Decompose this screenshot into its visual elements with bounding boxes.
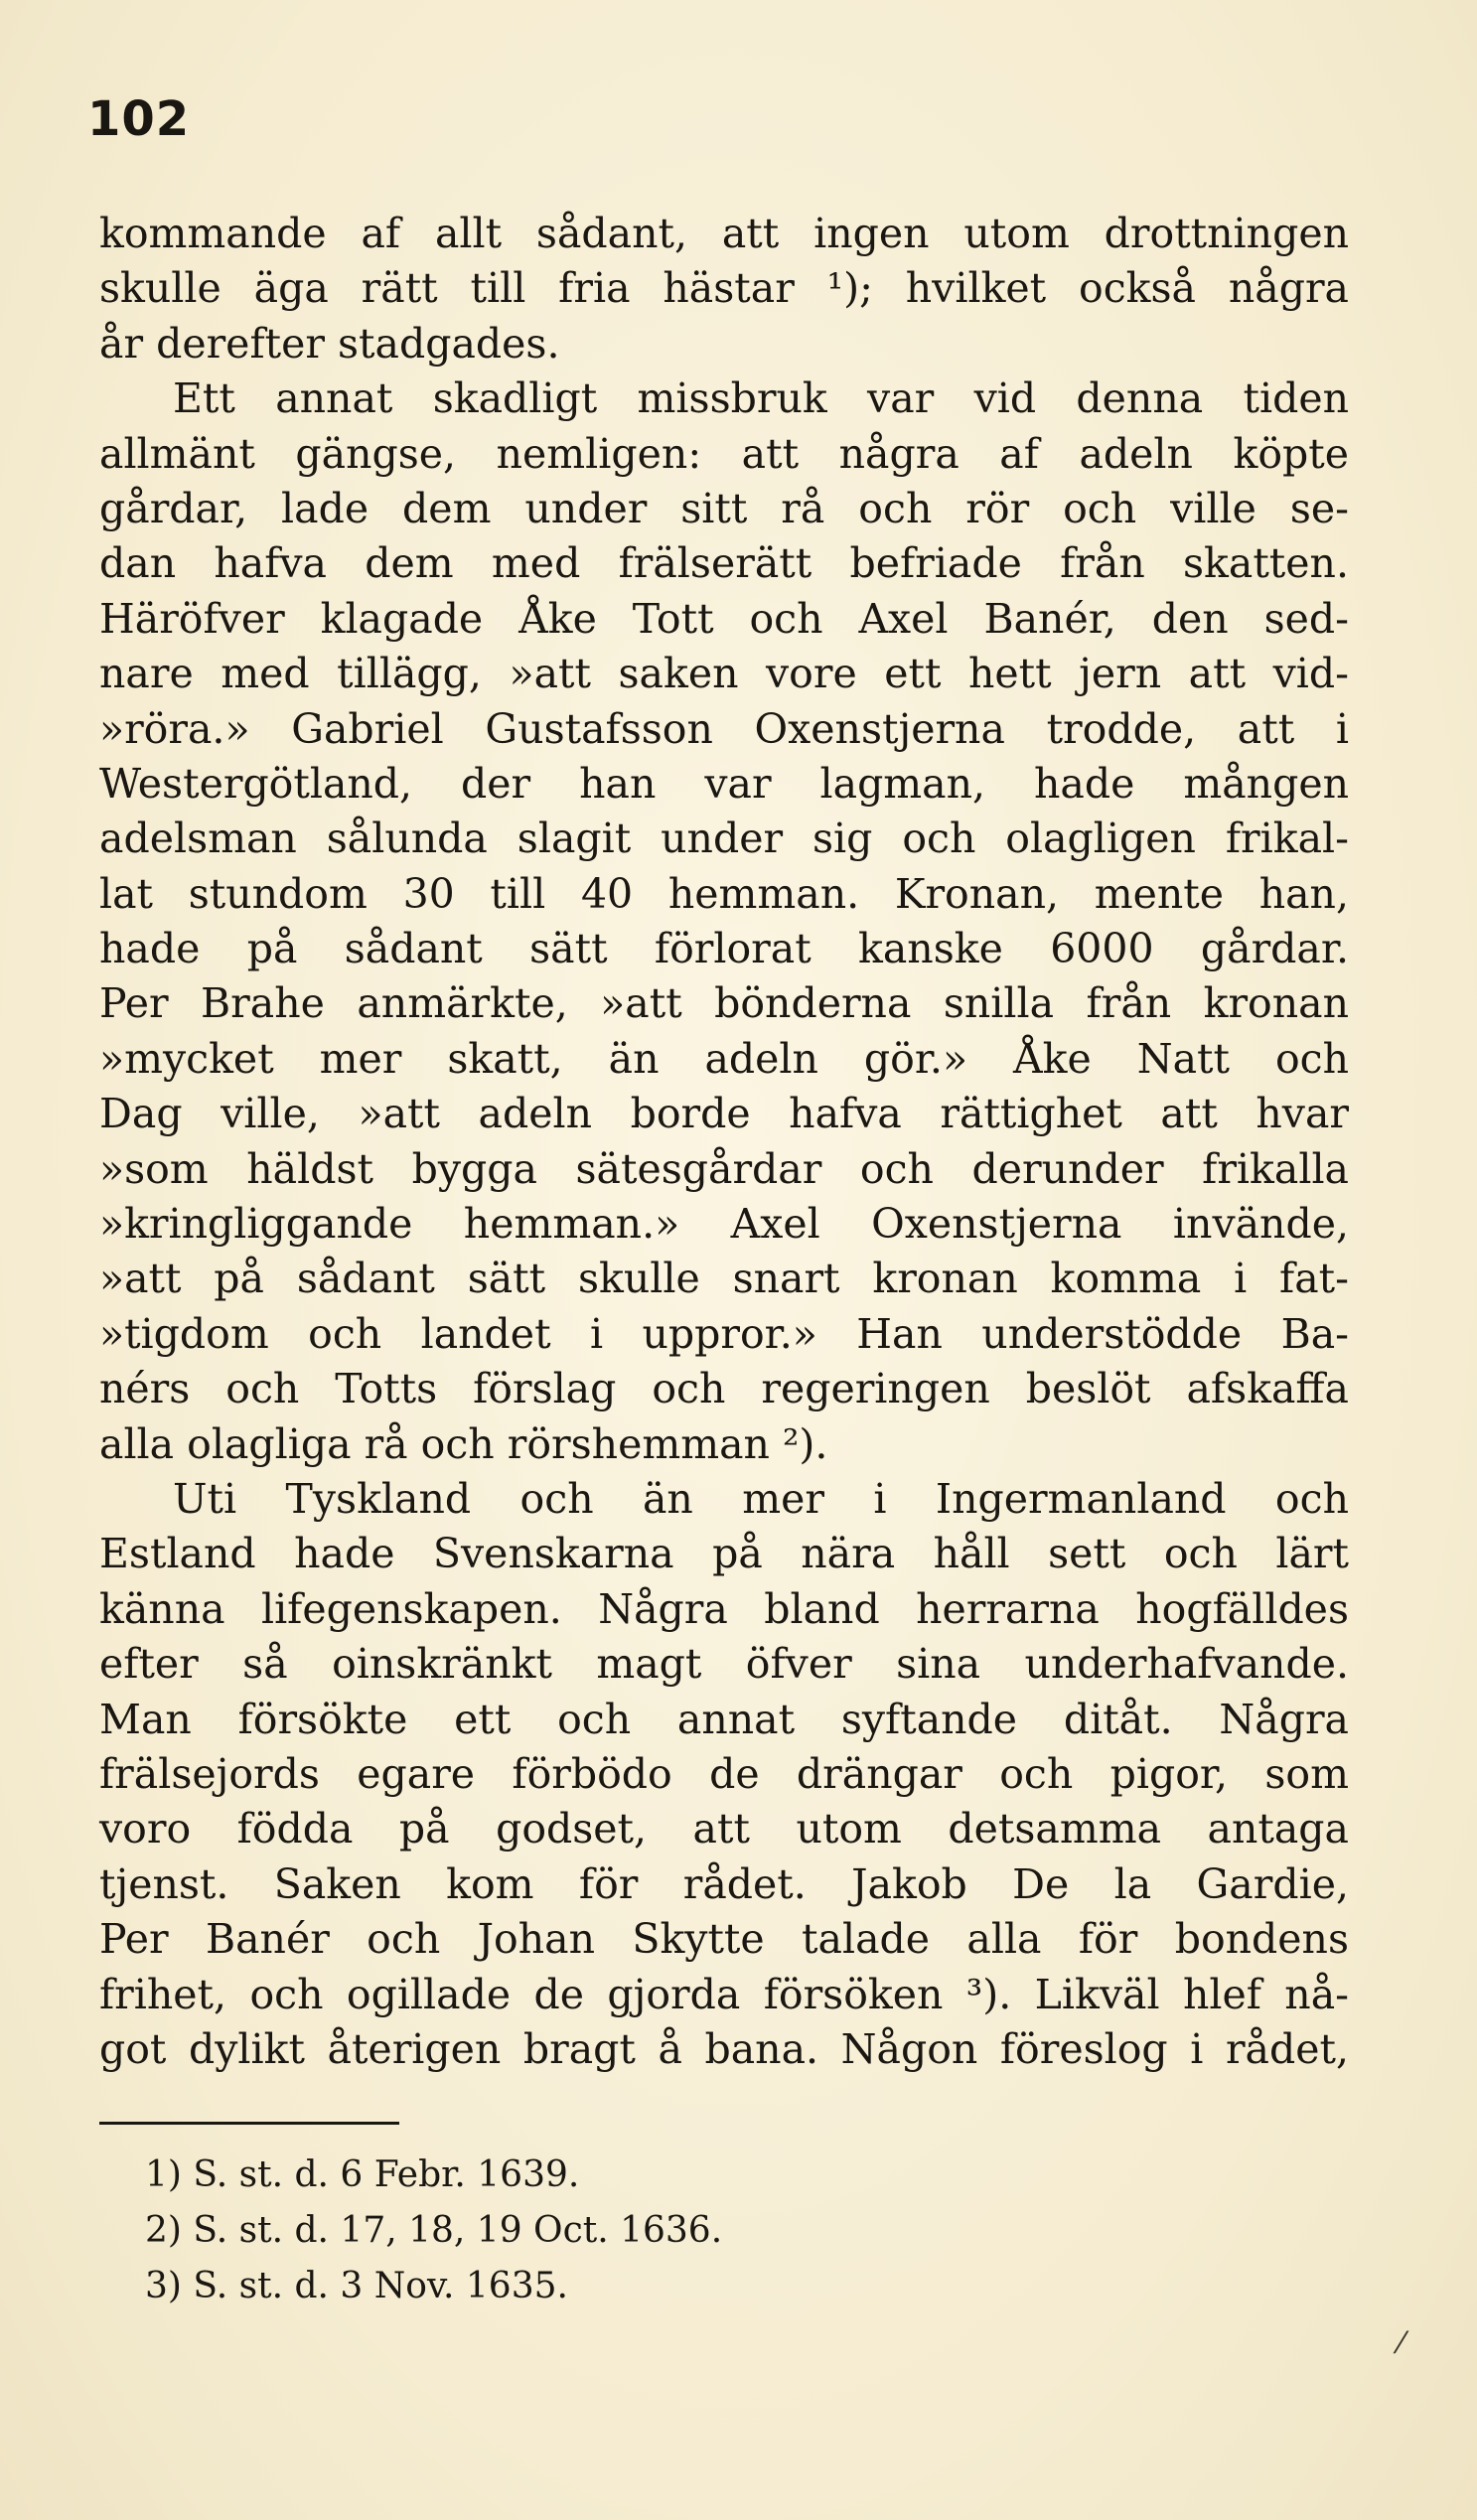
footnote: 3) S. st. d. 3 Nov. 1635.: [145, 2266, 568, 2306]
text-line: lat stundom 30 till 40 hemman. Kronan, mente han,: [99, 869, 1349, 918]
text-line: got dylikt återigen bragt å bana. Någon föreslog i rådet,: [99, 2024, 1349, 2073]
text-line: »tigdom och landet i uppror.» Han understödde Ba-: [99, 1309, 1349, 1358]
text-line: Per Brahe anmärkte, »att bönderna snilla från kronan: [99, 979, 1349, 1028]
text-line: kommande af allt sådant, att ingen utom drottningen: [99, 210, 1349, 257]
text-line: nérs och Totts förslag och regeringen beslöt afskaffa: [99, 1365, 1349, 1413]
text-line: hade på sådant sätt förlorat kanske 6000 gårdar.: [99, 925, 1349, 973]
text-line: »kringliggande hemman.» Axel Oxenstjerna invände,: [99, 1200, 1349, 1249]
text-line: Westergötland, der han var lagman, hade mången: [99, 759, 1349, 808]
text-line: Per Banér och Johan Skytte talade alla för bondens: [99, 1915, 1349, 1964]
footnote: 1) S. st. d. 6 Febr. 1639.: [145, 2154, 580, 2195]
text-line: Ett annat skadligt missbruk var vid denna tiden: [173, 374, 1349, 423]
text-line: voro födda på godset, att utom detsamma antaga: [99, 1805, 1349, 1853]
stray-pen-mark: ⁄: [1399, 2326, 1404, 2361]
text-line: Man försökte ett och annat syftande ditåt. Några: [99, 1695, 1349, 1743]
text-line: »att på sådant sätt skulle snart kronan komma i fat-: [99, 1255, 1349, 1303]
text-line: efter så oinskränkt magt öfver sina underhafvande.: [99, 1640, 1349, 1689]
text-line: »mycket mer skatt, än adeln gör.» Åke Natt och: [99, 1034, 1349, 1083]
text-line: känna lifegenskapen. Några bland herrarna hogfälldes: [99, 1584, 1349, 1633]
footnote: 2) S. st. d. 17, 18, 19 Oct. 1636.: [145, 2210, 723, 2251]
text-line: frihet, och ogillade de gjorda försöken ³). Likväl hlef nå-: [99, 1970, 1349, 2018]
page-number: 102: [87, 91, 191, 147]
text-line: allmänt gängse, nemligen: att några af adeln köpte: [99, 429, 1349, 478]
text-line: gårdar, lade dem under sitt rå och rör och ville se-: [99, 484, 1349, 532]
body-text: [99, 207, 1349, 2077]
text-line: »röra.» Gabriel Gustafsson Oxenstjerna trodde, att i: [99, 704, 1349, 753]
text-line: Dag ville, »att adeln borde hafva rättighet att hvar: [99, 1090, 1349, 1138]
text-line: Estland hade Svenskarna på nära håll sett och lärt: [99, 1530, 1349, 1578]
text-line: alla olagliga rå och rörshemman ²).: [99, 1419, 828, 1468]
text-line: Uti Tyskland och än mer i Ingermanland och: [173, 1474, 1349, 1523]
text-line: skulle äga rätt till fria hästar ¹); hvilket också några: [99, 264, 1349, 313]
text-line: år derefter stadgades.: [99, 319, 560, 368]
footnotes: [145, 2148, 1039, 2314]
text-line: frälsejords egare förbödo de drängar och pigor, som: [99, 1749, 1349, 1798]
text-line: tjenst. Saken kom för rådet. Jakob De la Gardie,: [99, 1859, 1349, 1908]
footnote-divider: [99, 2122, 399, 2125]
text-line: nare med tillägg, »att saken vore ett hett jern att vid-: [99, 650, 1349, 698]
text-line: »som häldst bygga sätesgårdar och derunder frikalla: [99, 1144, 1349, 1193]
text-line: Häröfver klagade Åke Tott och Axel Banér, den sed-: [99, 594, 1349, 643]
text-line: adelsman sålunda slagit under sig och olagligen frikal-: [99, 815, 1349, 863]
text-line: dan hafva dem med frälserätt befriade från skatten.: [99, 539, 1349, 588]
